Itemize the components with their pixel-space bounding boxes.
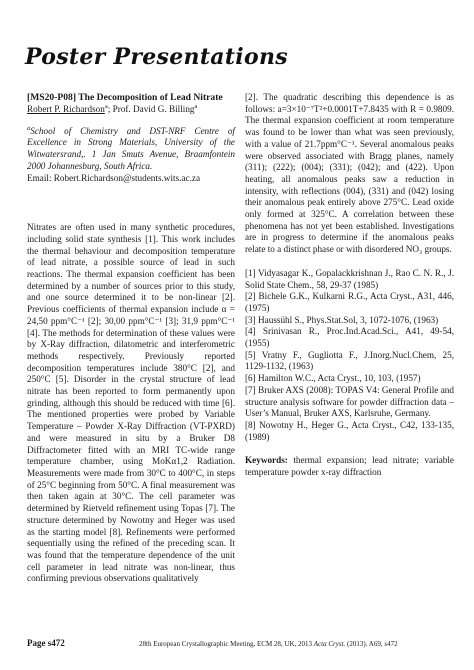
co-authors: ; Prof. David G. Billing	[107, 104, 195, 114]
reference-list	[245, 268, 454, 444]
keywords-text: thermal expansion; lead nitrate; variable temperature powder x-ray diffraction	[245, 455, 454, 478]
left-column	[27, 92, 235, 585]
reference-item: [7] Bruker AXS (2008): TOPAS V4: General Profile and structure analysis software for powder diffraction data – User’s Manual, Bruker AXS, Karlsruhe, Germany.	[245, 384, 454, 419]
reference-item: [5] Vratny F., Gugliotta F., J.Inorg.Nucl.Chem, 25, 1129-1132, (1963)	[245, 349, 454, 372]
volume-page: (2013). A69, s472	[345, 640, 398, 648]
reference-item: [1] Vidyasagar K., Gopalackkrishnan J., Rao C. N. R., J. Solid State Chem., 58, 29-37 (1985)	[245, 267, 454, 290]
journal-name: Acta Cryst.	[313, 640, 346, 648]
reference-item: [6] Hamilton W.C., Acta Cryst., 10, 103, (1957)	[245, 373, 421, 384]
reference-item: [3] Haussühl S., Phys.Stat.Sol, 3, 1072-1076, (1963)	[245, 314, 439, 325]
co-author-affil-mark: a	[194, 102, 198, 110]
author-line	[27, 104, 235, 116]
meeting-citation	[139, 639, 398, 649]
affiliation-mark: a	[27, 124, 31, 132]
page-number: Page s472	[27, 638, 65, 648]
meeting-name: 28th European Crystallographic Meeting, ECM 28, UK, 2013	[139, 640, 314, 648]
reference-item: [4] Srinivasan R., Proc.Ind.Acad.Sci., A41, 49-54, (1955)	[245, 326, 454, 349]
right-column	[245, 92, 454, 488]
email-line[interactable]: Email: Robert.Richardson@students.wits.ac.za	[27, 172, 201, 183]
keywords-label: Keywords:	[245, 455, 288, 466]
body-text-right: [2]. The quadratic describing this dependence is as follows: a=3×10⁻⁷T²+0.0001T+7.8435 with R = 0.9809. The thermal expansion coefficient at room temperature was found to be lower than what was seen previously, with a value of 21.7ppm°C⁻¹. Several anomalous peaks were observed associated with Bragg planes, namely (311); (222); (004); (331); (042); and (422). Upon heating, all anomalous peaks saw a reduction in intensity, with reflections (004), (331) and (042) losing their anomalous peak entirely above 275°C. Lead oxide only formed at 325°C. A correlation between these phenomena has not yet been established. Investigations are in progress to determine if the anomalous peaks relate to a distinct phase or with disordered NO₃ groups.	[245, 92, 454, 255]
keywords	[245, 455, 454, 478]
body-text-left: Nitrates are often used in many synthetic procedures, including solid state synthesis [1]. This work includes the thermal behaviour and decomposition temperature of lead nitrate, a possible source of lead in such reactions. The thermal expansion coefficient has been determined by a number of sources prior to this study, and one source determined it to be non-linear [2]. Previous coefficients of thermal expansion include α = 24,50 ppm°C⁻¹ [2]; 30,00 ppm°C⁻¹ [3]; 31,9 ppm°C⁻¹ [4]. The methods for determination of these values were by X-Ray diffraction, dilatometric and interferometric methods respectively. Previously reported decomposition temperatures include 380°C [2], and 250°C [5]. Disorder in the crystal structure of lead nitrate has been reported to form permanently upon grinding, although this should be reduced with time [6]. The mentioned properties were probed by Variable Temperature – Powder X-Ray Diffraction (VT-PXRD) and were measured in situ by a Bruker D8 Diffractometer fitted with an MRI TC-wide range temperature chamber, using MoKα1,2 Radiation. Measurements were made from 30°C to 400°C, in steps of 25°C beginning from 50°C. A final measurement was then taken again at 30°C. The cell parameter was determined by Rietveld refinement using Topas [7]. The structure determined by Nowotny and Heger was used as the starting model [8]. Refinements were performed sequentially using the refined of the preceding scan. It was found that the temperature dependence of the unit cell parameter in lead nitrate was non-linear, thus confirming previous observations qualitatively	[27, 222, 235, 584]
affiliation	[27, 126, 235, 173]
presenter-name[interactable]: Robert P. Richardson	[27, 104, 105, 114]
abstract-title: [MS20-P08] The Decomposition of Lead Nitrate	[27, 92, 223, 103]
section-heading: Poster Presentations	[25, 44, 288, 70]
affiliation-text: School of Chemistry and DST-NRF Centre of Excellence in Strong Materials, University of the Witwatersrand,. 1 Jan Smuts Avenue, Braamfontein 2000 Johannesburg, South Africa.	[27, 125, 235, 171]
reference-item: [8] Nowotny H., Heger G., Acta Cryst., C42, 133-135, (1989)	[245, 419, 454, 442]
reference-item: [2] Bichele G.K., Kulkarni R.G., Acta Cryst., A31, 446, (1975)	[245, 291, 454, 313]
presenter-affil-mark: a	[104, 102, 108, 110]
